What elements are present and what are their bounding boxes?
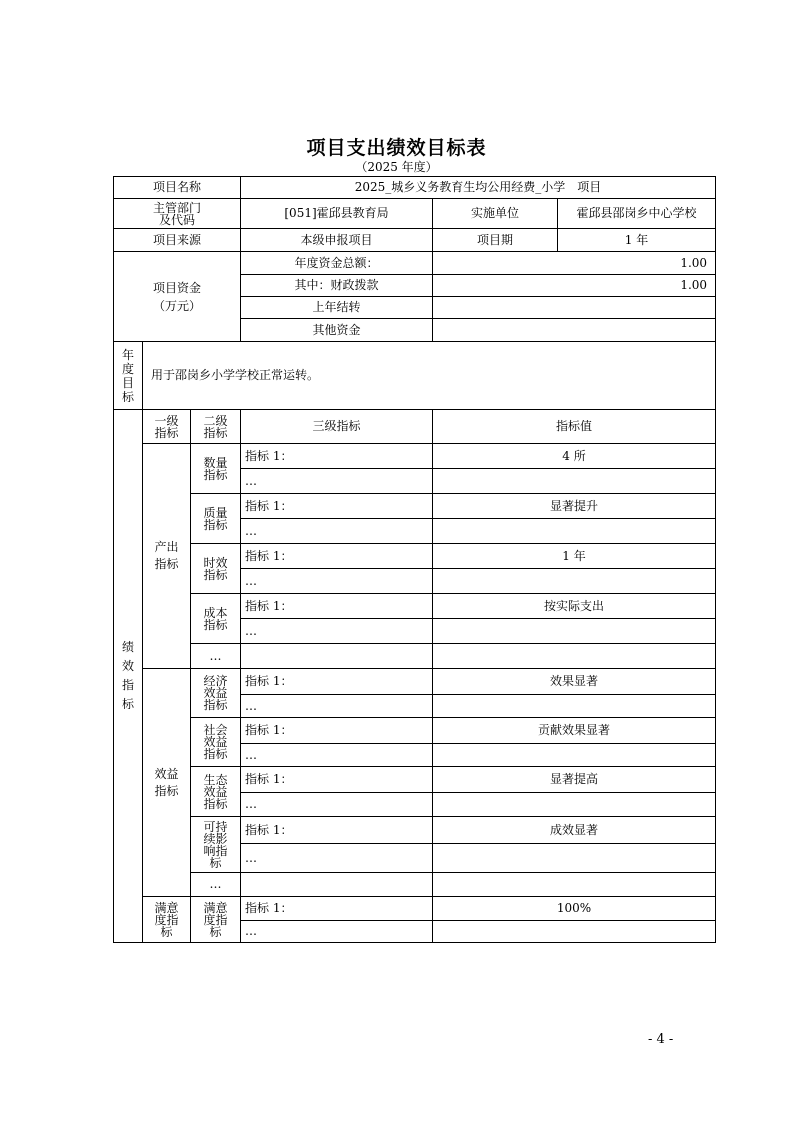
impl-value: 霍邱县邵岗乡中心学校 (558, 199, 716, 229)
period-label: 项目期 (433, 229, 558, 252)
social-ellipsis: … (241, 744, 433, 767)
benefit-indicators-label: 效益 指标 (143, 669, 191, 897)
table-row (114, 767, 716, 793)
economic-ellipsis: … (241, 695, 433, 718)
social-ellipsis-value (433, 744, 716, 767)
row-source (114, 229, 716, 252)
benefit-more-item (241, 873, 433, 897)
cost-item-label: 指标 1： (241, 594, 433, 619)
economic-ellipsis-value (433, 695, 716, 718)
social-item-label: 指标 1： (241, 718, 433, 744)
dept-label: 主管部门 及代码 (114, 199, 241, 229)
indicators-section-label: 绩 效 指 标 (114, 410, 143, 943)
col-level3-header: 三级指标 (241, 410, 433, 444)
ecological-item-label: 指标 1： (241, 767, 433, 793)
goal-label: 年 度 目 标 (114, 342, 143, 410)
funds-label: 项目资金 （万元） (114, 252, 241, 342)
satisfaction-indicators-label: 满意 度指 标 (143, 897, 191, 943)
table-row (114, 544, 716, 569)
social-item-value: 贡献效果显著 (433, 718, 716, 744)
page-subtitle: （2025 年度） (355, 160, 438, 174)
funds-fiscal-value: 1.00 (433, 275, 716, 297)
timeliness-ellipsis-value (433, 569, 716, 594)
goal-text: 用于邵岗乡小学学校正常运转。 (143, 342, 716, 410)
source-value: 本级申报项目 (241, 229, 433, 252)
ecological-ellipsis-value (433, 793, 716, 817)
ecological-indicator-label: 生态 效益 指标 (191, 767, 241, 817)
quantity-item-value: 4 所 (433, 444, 716, 469)
performance-table (113, 176, 716, 943)
funds-total-label: 年度资金总额： (241, 252, 433, 275)
quantity-ellipsis-value (433, 469, 716, 494)
funds-carryover-label: 上年结转 (241, 297, 433, 319)
cost-ellipsis-value (433, 619, 716, 644)
output-more-ellipsis: … (191, 644, 241, 669)
table-row (114, 644, 716, 669)
page-title: 项目支出绩效目标表 (306, 137, 487, 159)
table-row (114, 897, 716, 921)
col-level1-header: 一级 指标 (143, 410, 191, 444)
sustainable-item-label: 指标 1： (241, 817, 433, 844)
sustainable-ellipsis: … (241, 844, 433, 873)
project-name-label: 项目名称 (114, 177, 241, 199)
cost-item-value: 按实际支出 (433, 594, 716, 619)
quality-indicator-label: 质量 指标 (191, 494, 241, 544)
cost-ellipsis: … (241, 619, 433, 644)
timeliness-ellipsis: … (241, 569, 433, 594)
table-row (114, 494, 716, 519)
satisfaction-ellipsis-value (433, 921, 716, 943)
table-row (114, 718, 716, 744)
benefit-more-value (433, 873, 716, 897)
row-annual-goal (114, 342, 716, 410)
row-department (114, 199, 716, 229)
funds-fiscal-label: 其中：财政拨款 (241, 275, 433, 297)
impl-label: 实施单位 (433, 199, 558, 229)
economic-item-value: 效果显著 (433, 669, 716, 695)
col-value-header: 指标值 (433, 410, 716, 444)
satisfaction-sub-label: 满意 度指 标 (191, 897, 241, 943)
dept-value: [051]霍邱县教育局 (241, 199, 433, 229)
col-level2-header: 二级 指标 (191, 410, 241, 444)
sustainable-item-value: 成效显著 (433, 817, 716, 844)
ecological-ellipsis: … (241, 793, 433, 817)
quantity-item-label: 指标 1： (241, 444, 433, 469)
benefit-more-ellipsis: … (191, 873, 241, 897)
economic-indicator-label: 经济 效益 指标 (191, 669, 241, 718)
funds-total-value: 1.00 (433, 252, 716, 275)
output-more-item (241, 644, 433, 669)
satisfaction-item-value: 100% (433, 897, 716, 921)
table-row (114, 444, 716, 469)
source-label: 项目来源 (114, 229, 241, 252)
funds-carryover-value (433, 297, 716, 319)
table-row (114, 594, 716, 619)
satisfaction-ellipsis: … (241, 921, 433, 943)
table-row (114, 817, 716, 844)
sustainable-ellipsis-value (433, 844, 716, 873)
quality-item-value: 显著提升 (433, 494, 716, 519)
table-row (114, 669, 716, 695)
timeliness-item-value: 1 年 (433, 544, 716, 569)
quality-ellipsis: … (241, 519, 433, 544)
sustainable-indicator-label: 可持 续影 响指 标 (191, 817, 241, 873)
funds-other-value (433, 319, 716, 342)
period-value: 1 年 (558, 229, 716, 252)
quantity-indicator-label: 数量 指标 (191, 444, 241, 494)
quality-item-label: 指标 1： (241, 494, 433, 519)
ecological-item-value: 显著提高 (433, 767, 716, 793)
row-funds-total (114, 252, 716, 275)
satisfaction-item-label: 指标 1： (241, 897, 433, 921)
quantity-ellipsis: … (241, 469, 433, 494)
output-more-value (433, 644, 716, 669)
funds-other-label: 其他资金 (241, 319, 433, 342)
row-indicator-header (114, 410, 716, 444)
economic-item-label: 指标 1： (241, 669, 433, 695)
quality-ellipsis-value (433, 519, 716, 544)
timeliness-item-label: 指标 1： (241, 544, 433, 569)
row-project-name (114, 177, 716, 199)
cost-indicator-label: 成本 指标 (191, 594, 241, 644)
project-name-value: 2025_城乡义务教育生均公用经费_小学 项目 (241, 177, 716, 199)
output-indicators-label: 产出 指标 (143, 444, 191, 669)
table-row (114, 873, 716, 897)
timeliness-indicator-label: 时效 指标 (191, 544, 241, 594)
social-indicator-label: 社会 效益 指标 (191, 718, 241, 767)
page-number: - 4 - (648, 1032, 674, 1047)
